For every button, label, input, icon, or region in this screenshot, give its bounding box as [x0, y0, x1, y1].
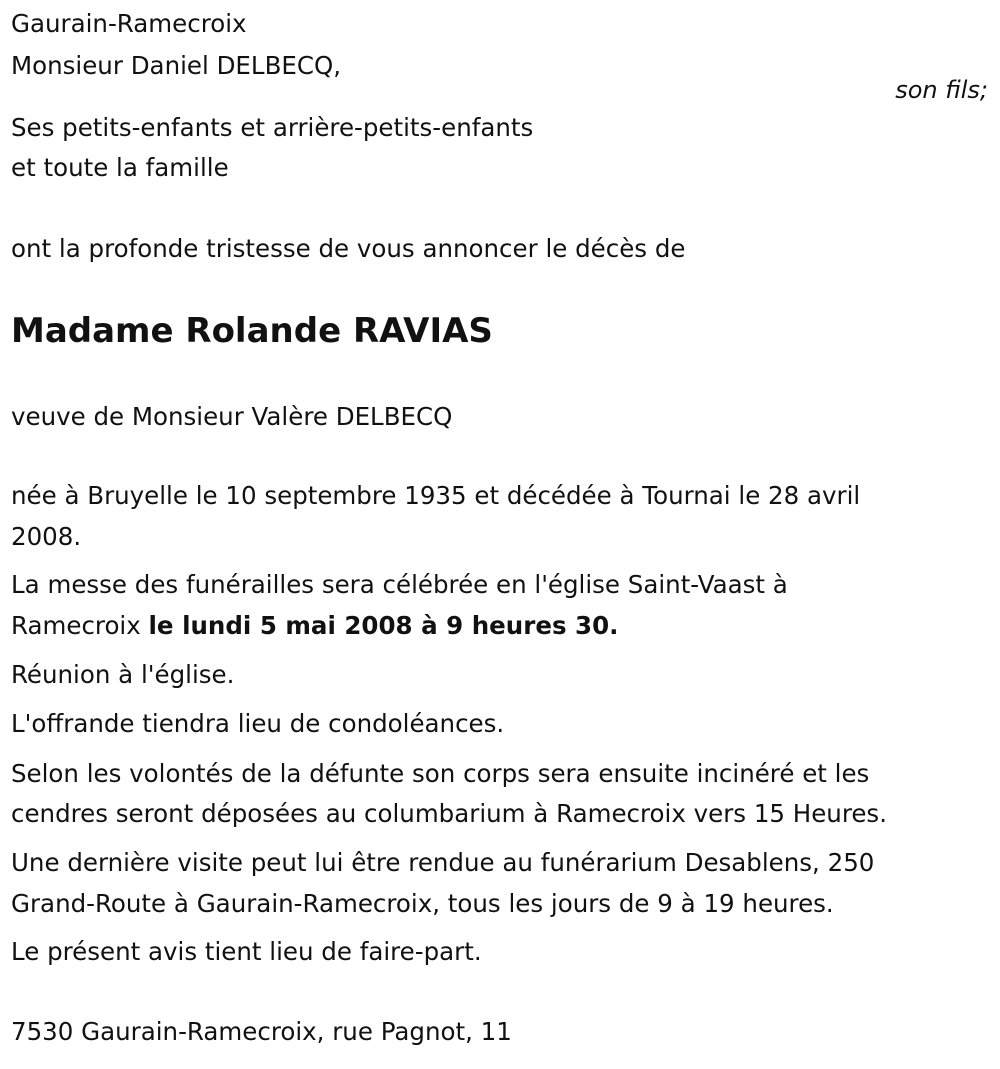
family-line-2: et toute la famille [11, 153, 229, 182]
cremation-line-2: cendres seront déposées au columbarium à Ramecroix vers 15 Heures. [11, 799, 887, 828]
faire-part-notice: Le présent avis tient lieu de faire-part. [11, 937, 482, 966]
widow-of: veuve de Monsieur Valère DELBECQ [11, 402, 453, 431]
birth-death-line-1: née à Bruyelle le 10 septembre 1935 et décédée à Tournai le 28 avril [11, 481, 861, 510]
announcement: ont la profonde tristesse de vous annoncer le décès de [11, 234, 686, 263]
family-line-1: Ses petits-enfants et arrière-petits-enfants [11, 113, 534, 142]
mass-line-2 [11, 606, 618, 646]
relative-name: Monsieur Daniel DELBECQ, [11, 51, 342, 80]
header-location: Gaurain-Ramecroix [11, 9, 247, 38]
mass-date-time: le lundi 5 mai 2008 à 9 heures 30. [148, 611, 619, 640]
visit-line-1: Une dernière visite peut lui être rendue au funérarium Desablens, 250 [11, 848, 875, 877]
meeting-note: Réunion à l'église. [11, 660, 235, 689]
offering-note: L'offrande tiendra lieu de condoléances. [11, 709, 505, 738]
relative-role: son fils; [895, 76, 988, 104]
visit-line-2: Grand-Route à Gaurain-Ramecroix, tous les jours de 9 à 19 heures. [11, 889, 834, 918]
birth-death-line-2: 2008. [11, 522, 82, 551]
address: 7530 Gaurain-Ramecroix, rue Pagnot, 11 [11, 1017, 512, 1046]
mass-line-1: La messe des funérailles sera célébrée en l'église Saint-Vaast à [11, 570, 788, 599]
cremation-line-1: Selon les volontés de la défunte son corps sera ensuite incinéré et les [11, 759, 870, 788]
mass-line-2-prefix: Ramecroix [11, 611, 149, 640]
deceased-name: Madame Rolande RAVIAS [11, 311, 493, 351]
